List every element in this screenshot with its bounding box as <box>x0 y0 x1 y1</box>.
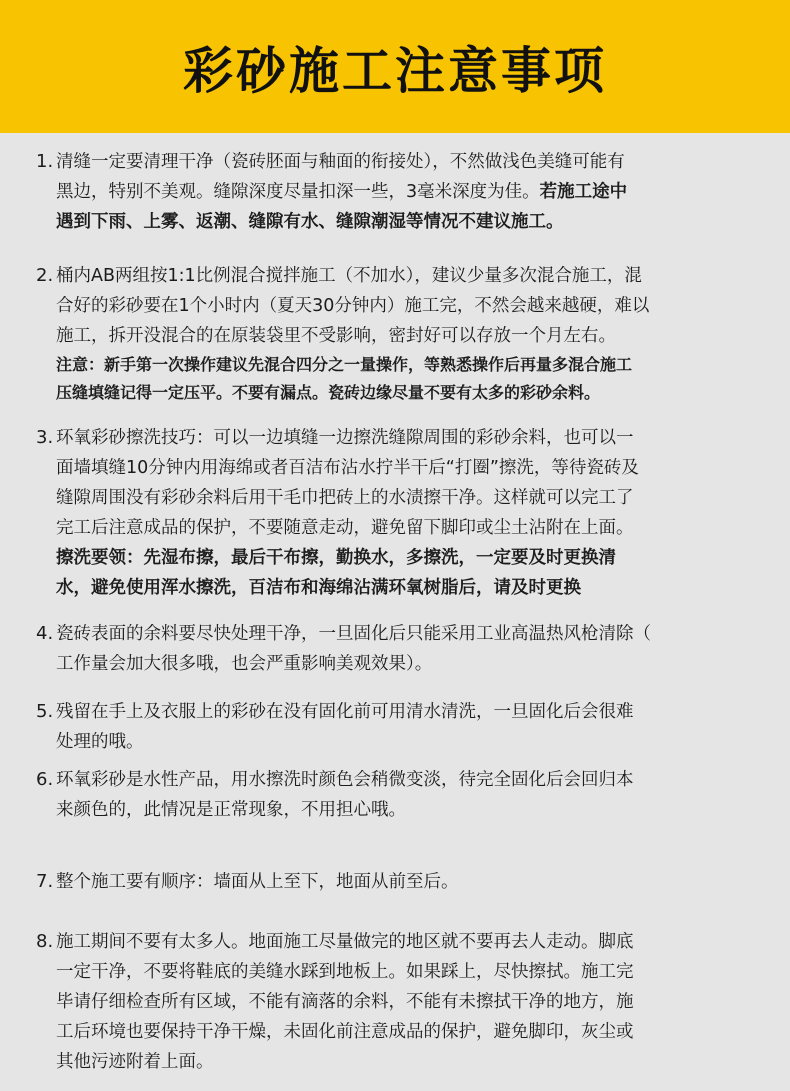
item-number: 2. <box>36 265 54 286</box>
item-text <box>56 261 756 407</box>
item-line: 处理的哦。 <box>56 732 144 752</box>
item-line: 缝隙周围没有彩砂余料后用干毛巾把砖上的水渍擦干净。这样就可以完工了 <box>56 488 634 508</box>
item-number: 1. <box>36 151 54 172</box>
item-text <box>56 697 756 757</box>
item-line: 一定干净，不要将鞋底的美缝水踩到地板上。如果踩上，尽快擦拭。施工完 <box>56 962 634 982</box>
item-line: 清缝一定要清理干净（瓷砖胚面与釉面的衔接处），不然做浅色美缝可能有 <box>56 152 625 172</box>
item-text <box>56 147 756 237</box>
item-text <box>56 927 756 1077</box>
list-item <box>36 697 756 757</box>
list-item <box>36 147 756 237</box>
item-bold-line: 擦洗要领：先湿布擦，最后干布擦，勤换水，多擦洗，一定要及时更换清 <box>56 548 616 568</box>
item-text <box>56 423 756 603</box>
item-line: 施工期间不要有太多人。地面施工尽量做完的地区就不要再去人走动。脚底 <box>56 932 634 952</box>
item-number: 4. <box>36 623 54 644</box>
page-title: 彩砂施工注意事项 <box>183 41 607 100</box>
list-item <box>36 423 756 603</box>
list-item <box>36 927 756 1077</box>
notes-list <box>0 133 790 1091</box>
item-line: 环氧彩砂擦洗技巧：可以一边填缝一边擦洗缝隙周围的彩砂余料，也可以一 <box>56 428 634 448</box>
item-text <box>56 619 756 679</box>
header-banner <box>0 0 790 133</box>
item-line: 整个施工要有顺序：墙面从上至下，地面从前至后。 <box>56 872 459 892</box>
item-line: 环氧彩砂是水性产品，用水擦洗时颜色会稍微变淡，待完全固化后会回归本 <box>56 770 634 790</box>
item-number: 3. <box>36 427 54 448</box>
item-number: 5. <box>36 701 54 722</box>
item-line: 施工，拆开没混合的在原装袋里不受影响，密封好可以存放一个月左右。 <box>56 326 616 346</box>
item-line: 毕请仔细检查所有区域，不能有滴落的余料，不能有未擦拭干净的地方，施 <box>56 992 634 1012</box>
item-line: 其他污迹附着上面。 <box>56 1052 214 1072</box>
item-text <box>56 765 756 825</box>
list-item <box>36 261 756 407</box>
item-line: 桶内AB两组按1:1比例混合搅拌施工（不加水），建议少量多次混合施工，混 <box>56 266 642 286</box>
item-bold-line: 水，避免使用浑水擦洗，百洁布和海绵沾满环氧树脂后，请及时更换 <box>56 578 581 598</box>
list-item <box>36 867 756 897</box>
item-line: 黑边，特别不美观。缝隙深度尽量扣深一些，3毫米深度为佳。若施工途中 <box>56 182 628 202</box>
item-number: 7. <box>36 871 54 892</box>
item-line: 合好的彩砂要在1个小时内（夏天30分钟内）施工完，不然会越来越硬，难以 <box>56 296 650 316</box>
list-item <box>36 619 756 679</box>
item-line: 完工后注意成品的保护，不要随意走动，避免留下脚印或尘土沾附在上面。 <box>56 518 634 538</box>
item-bold-line: 注意：新手第一次操作建议先混合四分之一量操作，等熟悉操作后再量多混合施工 <box>56 355 633 374</box>
item-line: 面墙填缝10分钟内用海绵或者百洁布沾水拧半干后“打圈”擦洗，等待瓷砖及 <box>56 458 639 478</box>
list-item <box>36 765 756 825</box>
item-line: 来颜色的，此情况是正常现象，不用担心哦。 <box>56 800 406 820</box>
item-line: 瓷砖表面的余料要尽快处理干净，一旦固化后只能采用工业高温热风枪清除（ <box>56 624 651 644</box>
item-text <box>56 867 756 897</box>
item-number: 6. <box>36 769 54 790</box>
item-number: 8. <box>36 931 54 952</box>
item-line: 残留在手上及衣服上的彩砂在没有固化前可用清水清洗，一旦固化后会很难 <box>56 702 634 722</box>
item-line: 工后环境也要保持干净干燥，未固化前注意成品的保护，避免脚印，灰尘或 <box>56 1022 634 1042</box>
item-bold-line: 遇到下雨、上雾、返潮、缝隙有水、缝隙潮湿等情况不建议施工。 <box>56 212 564 232</box>
item-line: 工作量会加大很多哦，也会严重影响美观效果）。 <box>56 654 433 674</box>
item-bold-line: 压缝填缝记得一定压平。不要有漏点。瓷砖边缘尽量不要有太多的彩砂余料。 <box>56 383 601 402</box>
item-bold-text: 若施工途中 <box>539 182 628 202</box>
